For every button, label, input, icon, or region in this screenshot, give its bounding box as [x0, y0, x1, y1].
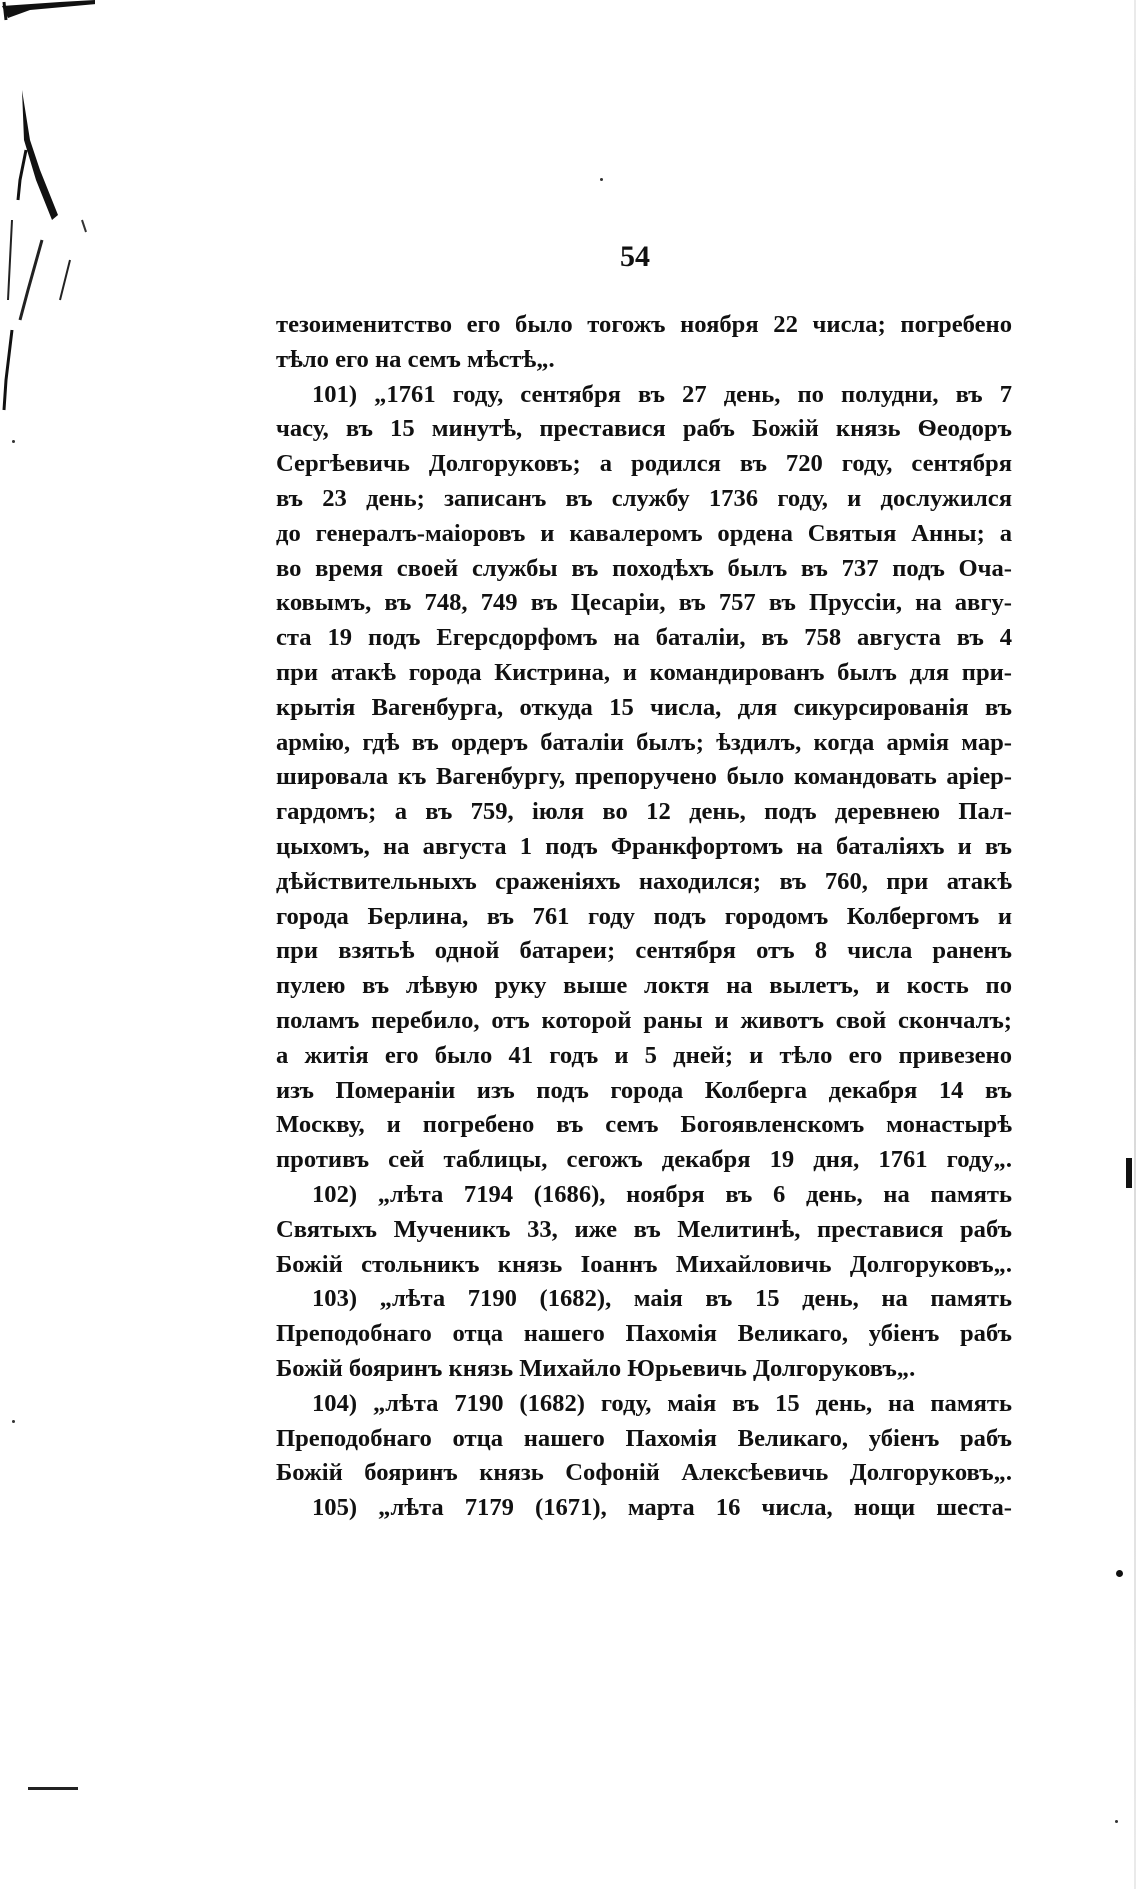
text-line: тѣло его на семъ мѣстѣ„. — [276, 345, 555, 373]
margin-dash — [28, 1787, 78, 1790]
text-line: поламъ перебило, отъ которой раны и животъ свой скончалъ; — [276, 1006, 1012, 1034]
text-line: Сергѣевичь Долгоруковъ; а родился въ 720 году, сентября — [276, 450, 1012, 478]
text-line: тезоименитство его было тогожъ ноября 22 числа; погребено — [276, 311, 1012, 338]
scan-speck — [12, 440, 15, 443]
text-line: часу, въ 15 минутѣ, преставися рабъ Божій князь Ѳеодоръ — [276, 415, 1012, 443]
text-line: а житія его было 41 годъ и 5 дней; и тѣло его привезено — [276, 1041, 1012, 1069]
text-line: цыхомъ, на августа 1 подъ Франкфортомъ на баталіяхъ и въ — [276, 832, 1012, 860]
text-line: Святыхъ Мученикъ 33, иже въ Мелитинѣ, преставися рабъ — [276, 1215, 1012, 1243]
text-line: пулею въ лѣвую руку выше локтя на вылетъ, и кость по — [276, 972, 1012, 1000]
text-line: 104) „лѣта 7190 (1682) году, маія въ 15 день, на память — [312, 1389, 1012, 1417]
text-line: гардомъ; а въ 759, іюля во 12 день, подъ деревнею Пал- — [276, 798, 1012, 826]
margin-mark — [1126, 1158, 1132, 1188]
text-line: крытія Вагенбурга, откуда 15 числа, для сикурсированія въ — [276, 693, 1012, 721]
page-right-edge — [1134, 0, 1136, 1889]
text-line: 103) „лѣта 7190 (1682), маія въ 15 день, на память — [312, 1285, 1012, 1313]
text-line: ковымъ, въ 748, 749 въ Цесаріи, въ 757 въ Пруссіи, на авгу- — [276, 589, 1012, 617]
scan-speck — [600, 178, 603, 181]
text-line: Божій бояринъ князь Михайло Юрьевичь Долгоруковъ„. — [276, 1354, 916, 1382]
scan-speck — [1115, 1820, 1118, 1823]
text-line: во время своей службы въ походѣхъ былъ въ 737 подъ Оча- — [276, 554, 1012, 582]
text-line: Преподобнаго отца нашего Пахомія Великаго, убіенъ рабъ — [276, 1320, 1012, 1348]
text-line: Москву, и погребено въ семъ Богоявленскомъ монастырѣ — [276, 1111, 1012, 1139]
text-line: Преподобнаго отца нашего Пахомія Великаго, убіенъ рабъ — [276, 1424, 1012, 1452]
text-line: армію, гдѣ въ ордеръ баталіи былъ; ѣздилъ, когда армія мар- — [276, 728, 1012, 756]
text-line: при взятьѣ одной батареи; сентября отъ 8 числа раненъ — [276, 937, 1012, 965]
text-line: шировала къ Вагенбургу, препоручено было командовать аріер- — [276, 763, 1012, 791]
text-line: ста 19 подъ Егерсдорфомъ на баталіи, въ 758 августа въ 4 — [276, 624, 1012, 652]
text-line: 102) „лѣта 7194 (1686), ноября въ 6 день, на память — [312, 1180, 1012, 1208]
text-line: 105) „лѣта 7179 (1671), марта 16 числа, нощи шеста- — [312, 1494, 1012, 1522]
margin-dot — [1116, 1570, 1123, 1577]
text-line: Божій стольникъ князь Іоаннъ Михайловичь Долгоруковъ„. — [276, 1250, 1012, 1278]
text-line: города Берлина, въ 761 году подъ городомъ Колбергомъ и — [276, 902, 1012, 930]
text-line: противъ сей таблицы, сегожъ декабря 19 дня, 1761 году„. — [276, 1146, 1012, 1174]
text-line: 101) „1761 году, сентября въ 27 день, по полудни, въ 7 — [312, 380, 1012, 408]
text-line: при атакѣ города Кистрина, и командированъ былъ для при- — [276, 658, 1012, 686]
scan-edge-artifact — [0, 0, 95, 420]
text-line: въ 23 день; записанъ въ службу 1736 году, и дослужился — [276, 484, 1012, 512]
text-line: Божій бояринъ князь Софоній Алексѣевичь Долгоруковъ„. — [276, 1459, 1012, 1487]
text-line: дѣйствительныхъ сраженіяхъ находился; въ 760, при атакѣ — [276, 867, 1012, 895]
page-number: 54 — [620, 240, 650, 273]
scan-speck — [12, 1420, 15, 1423]
text-line: изъ Помераніи изъ подъ города Колберга декабря 14 въ — [276, 1076, 1012, 1104]
text-line: до генералъ-маіоровъ и кавалеромъ ордена Святыя Анны; а — [276, 519, 1012, 547]
body-text — [276, 308, 1012, 1526]
